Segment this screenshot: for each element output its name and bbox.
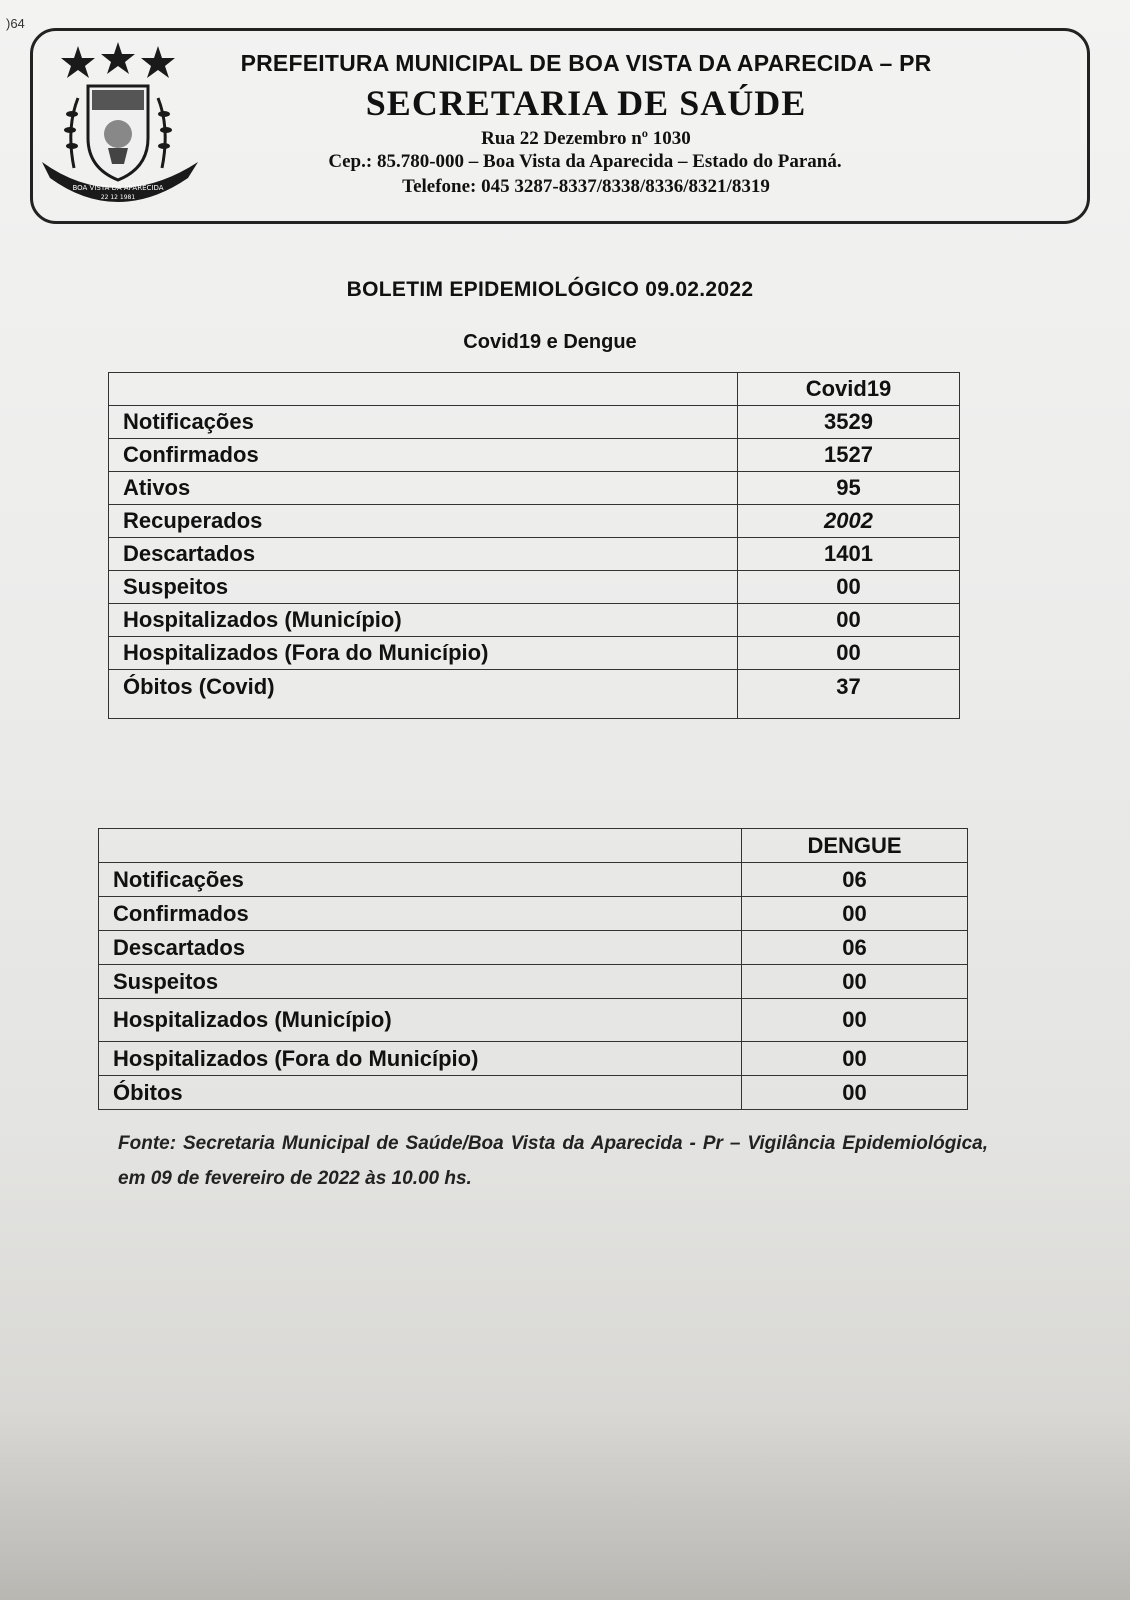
table-header-row [109,373,960,406]
table-row [109,571,960,604]
row-value: 2002 [738,505,960,538]
svg-text:BOA VISTA DA APARECIDA: BOA VISTA DA APARECIDA [72,184,164,192]
row-value: 00 [742,999,968,1042]
table-row [109,637,960,670]
row-value: 95 [738,472,960,505]
table-row [99,897,968,931]
bulletin-subtitle: Covid19 e Dengue [463,331,637,353]
table-header-empty [99,829,742,863]
table-row [99,999,968,1042]
dengue-table [98,828,968,1110]
row-label: Notificações [109,406,738,439]
row-label: Óbitos [99,1076,742,1110]
row-value: 00 [742,1042,968,1076]
address-line: Rua 22 Dezembro nº 1030 [481,128,691,149]
bulletin-title: BOLETIM EPIDEMIOLÓGICO 09.02.2022 [346,278,754,301]
row-value: 00 [738,637,960,670]
table-row [109,406,960,439]
row-value: 1401 [738,538,960,571]
department-heading: SECRETARIA DE SAÚDE [365,83,807,123]
svg-text:22 12 1981: 22 12 1981 [100,194,136,201]
row-label: Hospitalizados (Fora do Município) [99,1042,742,1076]
row-label: Hospitalizados (Fora do Município) [109,637,738,670]
cep-line: Cep.: 85.780-000 – Boa Vista da Aparecida – Estado do Paraná. [328,151,842,172]
row-label: Ativos [109,472,738,505]
table-row [109,604,960,637]
source-note: Fonte: Secretaria Municipal de Saúde/Boa Vista da Aparecida - Pr – Vigilância Epidemiológica, em 09 de fevereiro de 2022 às 10.00 hs. [118,1133,988,1189]
row-label: Suspeitos [109,571,738,604]
table-row [99,931,968,965]
table-row [109,439,960,472]
table-row [99,1076,968,1110]
table-row [109,505,960,538]
row-value: 00 [742,1076,968,1110]
row-value: 1527 [738,439,960,472]
row-label: Hospitalizados (Município) [99,999,742,1042]
row-value: 00 [742,965,968,999]
row-value: 00 [738,571,960,604]
municipal-coat-of-arms-icon [38,38,204,204]
table-header-row [99,829,968,863]
table-row [99,1042,968,1076]
table-header-empty [109,373,738,406]
row-label: Notificações [99,863,742,897]
page-number: )64 [6,16,25,31]
municipality-heading: PREFEITURA MUNICIPAL DE BOA VISTA DA APARECIDA – PR [240,50,932,76]
row-label: Confirmados [99,897,742,931]
row-label: Hospitalizados (Município) [109,604,738,637]
covid-column-header: Covid19 [738,373,960,406]
row-label: Suspeitos [99,965,742,999]
row-value: 00 [742,897,968,931]
row-label: Recuperados [109,505,738,538]
table-row [109,472,960,505]
row-label: Confirmados [109,439,738,472]
table-row [99,863,968,897]
table-row [109,538,960,571]
row-value: 37 [738,670,960,719]
table-row [99,965,968,999]
row-value: 00 [738,604,960,637]
row-value: 06 [742,931,968,965]
row-label: Descartados [109,538,738,571]
row-value: 3529 [738,406,960,439]
row-label: Óbitos (Covid) [109,670,738,719]
phone-line: Telefone: 045 3287-8337/8338/8336/8321/8319 [402,176,770,197]
covid-table [108,372,960,719]
table-row [109,670,960,719]
row-value: 06 [742,863,968,897]
dengue-column-header: DENGUE [742,829,968,863]
row-label: Descartados [99,931,742,965]
